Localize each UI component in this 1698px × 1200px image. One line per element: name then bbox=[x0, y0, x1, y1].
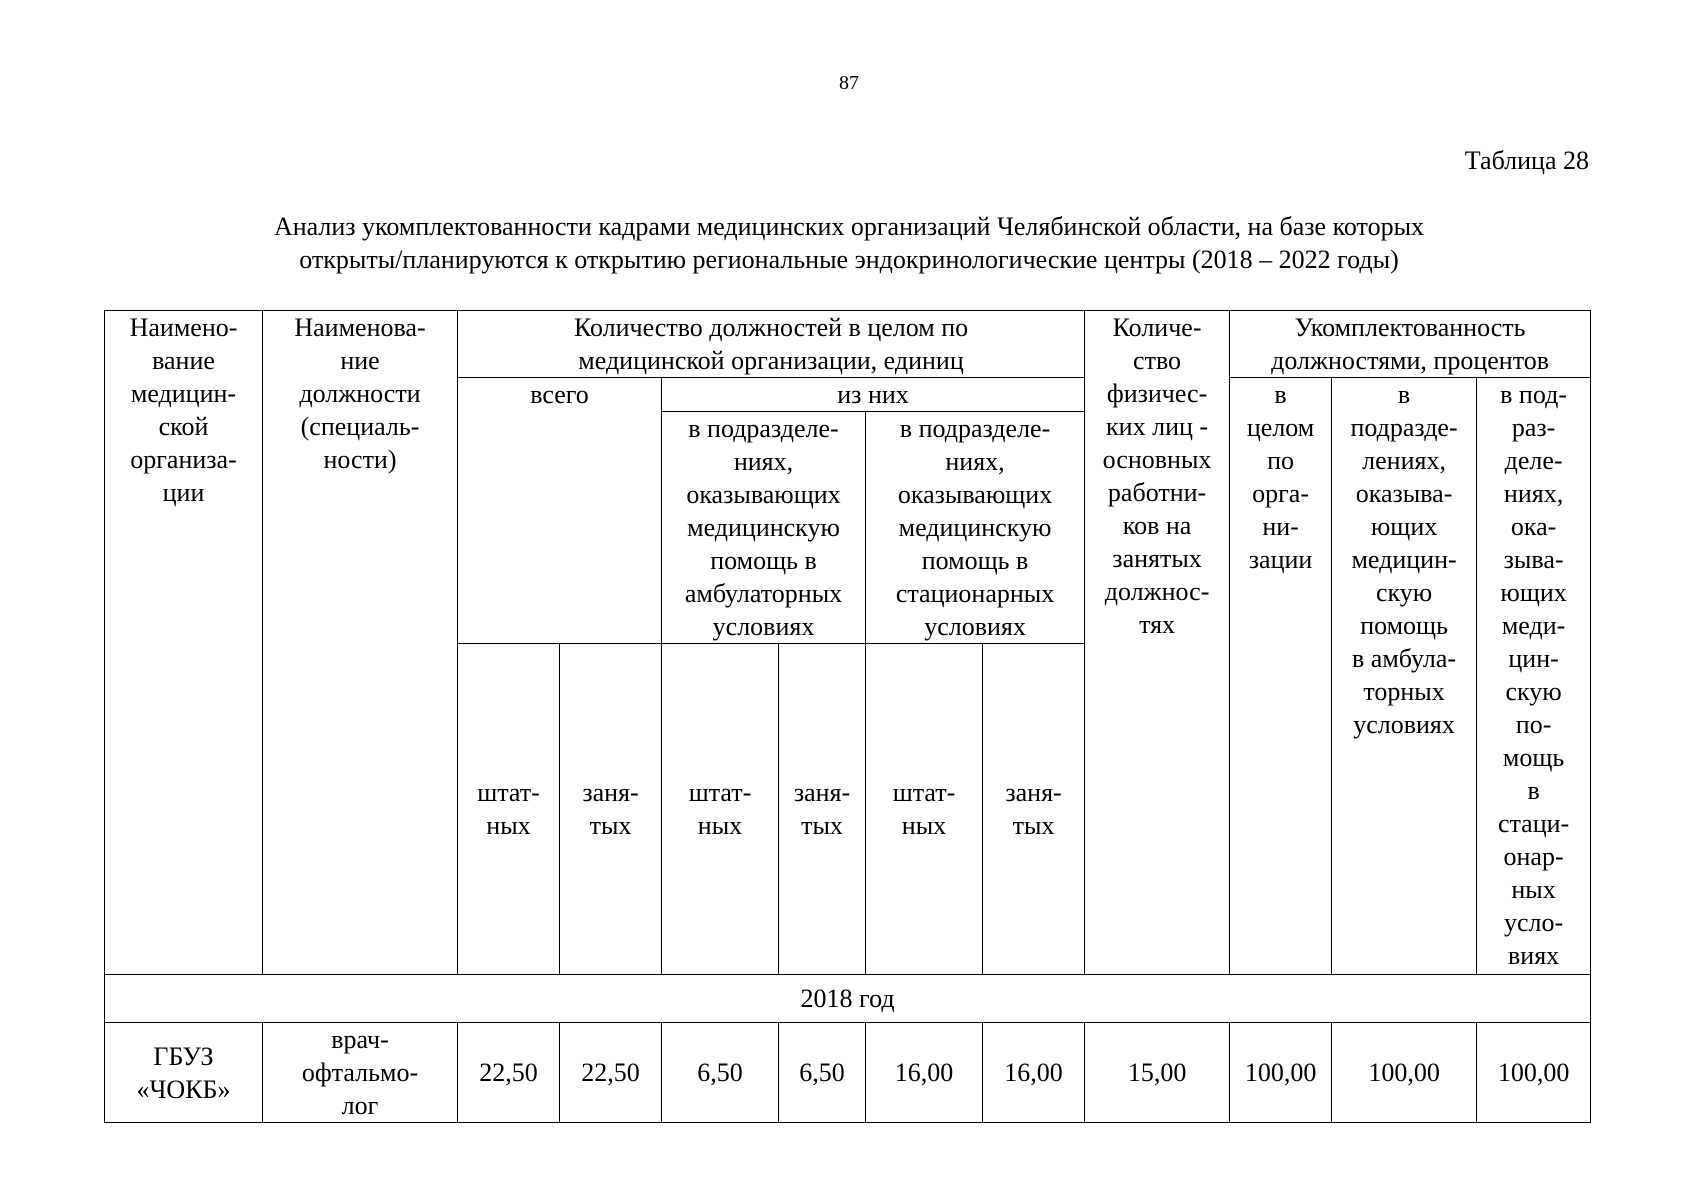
cell-total-occupied: 22,50 bbox=[560, 1023, 662, 1123]
page-number: 87 bbox=[839, 72, 859, 94]
header-row-1 bbox=[105, 311, 1591, 378]
header-staffing-outpatient: в подразде- лениях, оказыва- ющих медицин- скую помощь в амбула- торных условиях bbox=[1332, 378, 1477, 975]
year-label: 2018 год bbox=[105, 975, 1591, 1023]
header-staff-total: штат- ных bbox=[458, 644, 560, 975]
cell-staffing-outpatient: 100,00 bbox=[1332, 1023, 1477, 1123]
header-of-them: из них bbox=[662, 378, 1085, 412]
cell-staffing-inpatient: 100,00 bbox=[1477, 1023, 1591, 1123]
header-occupied-outpatient: заня- тых bbox=[779, 644, 866, 975]
header-total: всего bbox=[458, 378, 662, 644]
cell-outpatient-occupied: 6,50 bbox=[779, 1023, 866, 1123]
header-staffing-group: Укомплектованность должностями, процентов bbox=[1230, 311, 1591, 378]
header-inpatient: в подразделе- ниях, оказывающих медицинскую помощь в стационарных условиях bbox=[866, 412, 1085, 644]
document-title bbox=[150, 210, 1548, 276]
table-row bbox=[105, 1023, 1591, 1123]
header-staffing-inpatient: в под- раз- деле- ниях, ока- зыва- ющих меди- цин- скую по- мощь в стаци- онар- ных усло- виях bbox=[1477, 378, 1591, 975]
cell-position: врач- офтальмо- лог bbox=[263, 1023, 458, 1123]
cell-physical-persons: 15,00 bbox=[1085, 1023, 1230, 1123]
header-occupied-inpatient: заня- тых bbox=[983, 644, 1085, 975]
table-label: Таблица 28 bbox=[1464, 146, 1589, 175]
header-positions-total-group: Количество должностей в целом по медицинской организации, единиц bbox=[458, 311, 1085, 378]
year-row bbox=[105, 975, 1591, 1023]
cell-staffing-org: 100,00 bbox=[1230, 1023, 1332, 1123]
cell-org: ГБУЗ «ЧОКБ» bbox=[105, 1023, 263, 1123]
header-staff-outpatient: штат- ных bbox=[662, 644, 779, 975]
cell-outpatient-staff: 6,50 bbox=[662, 1023, 779, 1123]
document-title-line-2: открыты/планируются к открытию региональные эндокринологические центры (2018 – 2022 годы) bbox=[299, 245, 1399, 274]
header-org-name: Наимено- вание медицин- ской организа- ции bbox=[105, 311, 263, 975]
header-staffing-org: в целом по орга- ни- зации bbox=[1230, 378, 1332, 975]
staffing-table bbox=[104, 310, 1591, 1123]
cell-total-staff: 22,50 bbox=[458, 1023, 560, 1123]
header-occupied-total: заня- тых bbox=[560, 644, 662, 975]
cell-inpatient-staff: 16,00 bbox=[866, 1023, 983, 1123]
header-outpatient: в подразделе- ниях, оказывающих медицинскую помощь в амбулаторных условиях bbox=[662, 412, 866, 644]
cell-inpatient-occupied: 16,00 bbox=[983, 1023, 1085, 1123]
document-title-line-1: Анализ укомплектованности кадрами медицинских организаций Челябинской области, на базе которых bbox=[273, 212, 1425, 241]
header-position-name: Наименова- ние должности (специаль- ности) bbox=[263, 311, 458, 975]
header-physical-persons: Количе- ство физичес- ких лиц - основных работни- ков на занятых должнос- тях bbox=[1085, 311, 1230, 975]
header-staff-inpatient: штат- ных bbox=[866, 644, 983, 975]
